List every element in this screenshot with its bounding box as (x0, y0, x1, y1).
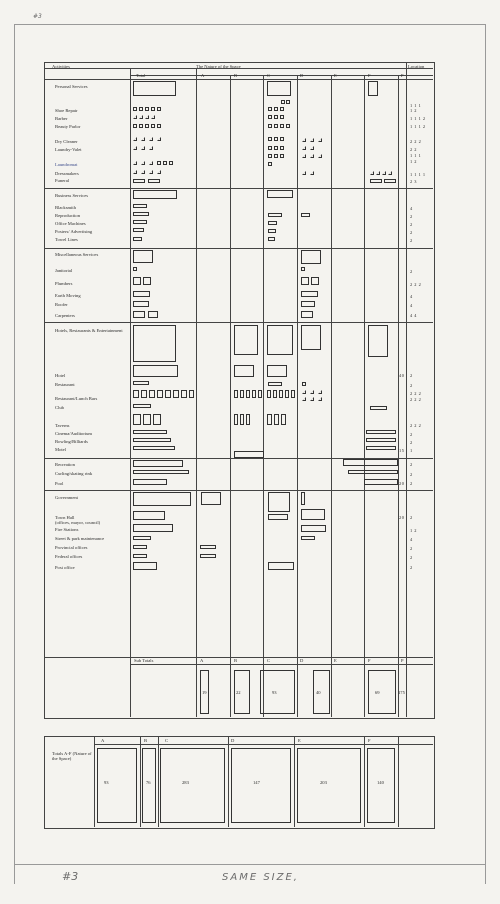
space-block (301, 492, 305, 505)
loc-post: 2 (410, 565, 413, 570)
row-provincial: Provincial offices (55, 545, 88, 550)
subtotal-area-f (368, 670, 396, 714)
section-rule (44, 188, 433, 189)
header-total: Total (136, 73, 146, 78)
row-shoe-repair: Shoe Repair (55, 108, 78, 113)
total-area-block (133, 250, 153, 263)
header-activities: Activities (52, 64, 70, 69)
loc-carpenters: 4 4 (410, 313, 417, 318)
section-rule (44, 322, 433, 323)
subtotal-col-a: A (200, 658, 204, 663)
loc-cinema: 2 (410, 432, 413, 437)
totals-area-f (367, 748, 395, 823)
subtotal-col-c: C (267, 658, 271, 663)
loc-town-hall-n: 20 (399, 515, 405, 520)
space-block (368, 325, 388, 357)
space-block (201, 492, 221, 505)
loc-shoe-repair: 1 1 1 (410, 103, 422, 108)
subtotal-area-c (260, 670, 295, 714)
totals-divider (398, 736, 399, 827)
row-club: Club (55, 405, 64, 410)
space-block (267, 325, 293, 355)
col-divider (406, 62, 407, 717)
loc-pool-n: 20 (399, 481, 405, 486)
space-block (368, 81, 378, 96)
header-nature: The Nature of the Space (196, 64, 241, 69)
totals-value-f: 140 (377, 780, 384, 785)
loc-towel: 2 (410, 238, 413, 243)
row-plumbers: Plumbers (55, 281, 73, 286)
row-rest-lunch: Restaurant/Lunch Bars (55, 396, 98, 401)
loc-recreation: 2 (410, 462, 413, 467)
loc-earth-moving: 4 (410, 294, 413, 299)
loc-laundry: 2 2 (410, 147, 417, 152)
row-laundry-valet: Laundry-Valet (55, 147, 82, 152)
loc-taverns: 2 2 2 (410, 423, 422, 428)
loc-hotel: 2 (410, 373, 413, 378)
loc-beauty: 1 1 1 2 (410, 124, 426, 129)
space-block (267, 190, 293, 198)
totals-divider (364, 736, 365, 827)
row-posters: Posters/ Advertising (55, 229, 93, 234)
space-block (267, 81, 291, 96)
space-block (268, 492, 290, 512)
row-motel: Motel (55, 447, 66, 452)
footer-number: #3 (62, 870, 79, 883)
trim-line (14, 24, 15, 884)
space-block (301, 325, 321, 350)
totals-divider (228, 736, 229, 827)
loc-rest-lunch-a: 2 2 2 (410, 391, 422, 396)
header-location: Location (408, 64, 425, 69)
section-misc: Miscellaneous Services (55, 252, 99, 257)
subtotal-value-b: 22 (236, 690, 241, 695)
loc-blacksmith: 4 (410, 206, 413, 211)
subtotal-col-b: B (234, 658, 238, 663)
totals-area-b (142, 748, 156, 823)
row-street: Street & park maintenance (55, 536, 105, 541)
row-blacksmith: Blacksmith (55, 205, 76, 210)
loc-laundromat-b: 1 2 (410, 159, 417, 164)
row-janitorial: Janitorial (55, 268, 73, 273)
row-carpenters: Carpenters (55, 313, 75, 318)
col-divider (130, 68, 131, 717)
col-divider (196, 68, 197, 717)
totals-col-f: F (368, 738, 371, 743)
trim-line (14, 24, 486, 25)
totals-divider (294, 736, 295, 827)
subtotal-rule (130, 664, 433, 665)
row-bowling: Bowling/Billiards (55, 439, 88, 444)
subtotal-value-f: 69 (375, 690, 380, 695)
row-roofer: Roofer (55, 302, 68, 307)
loc-motel: 1 (410, 448, 413, 453)
col-divider (398, 75, 399, 717)
loc-laundromat-a: 1 1 1 (410, 153, 422, 158)
row-fire: Fire Stations (55, 527, 79, 532)
totals-col-e: E (298, 738, 301, 743)
loc-bowling: 2 (410, 440, 413, 445)
col-divider (263, 75, 264, 717)
row-dry-cleaner: Dry Cleaner (55, 139, 78, 144)
loc-dry-cleaner: 2 2 2 (410, 139, 422, 144)
row-towel: Towel Lines (55, 237, 78, 242)
subtotal-col-p: P (401, 658, 404, 663)
row-dressmakers: Dressmakers (55, 171, 79, 176)
subtotal-value-p: 175 (398, 690, 405, 695)
row-beauty: Beauty Parlor (55, 124, 81, 129)
row-taverns: Taverns (55, 423, 70, 428)
totals-area-a (97, 748, 137, 823)
row-office-machines: Office Machines (55, 221, 86, 226)
section-recreation: Recreation (55, 462, 75, 467)
total-area-block (133, 190, 177, 199)
row-reproduction: Reproduction (55, 213, 81, 218)
loc-curling: 2 (410, 472, 413, 477)
loc-barber-b: 1 1 1 2 (410, 116, 426, 121)
space-block (234, 325, 258, 355)
totals-divider (140, 736, 141, 827)
totals-area-d (231, 748, 291, 823)
loc-dressmakers: 1 1 1 1 (410, 172, 426, 177)
row-post: Post office (55, 565, 75, 570)
section-business: Business Services (55, 193, 89, 198)
totals-value-e: 203 (320, 780, 327, 785)
col-divider (230, 75, 231, 717)
corner-mark: #3 (33, 13, 42, 20)
header-col-a: A (201, 73, 205, 78)
totals-rule (94, 744, 433, 745)
loc-rest-lunch-b: 2 2 2 (410, 397, 422, 402)
loc-posters: 2 (410, 230, 413, 235)
totals-value-c: 283 (182, 780, 189, 785)
totals-area-e (297, 748, 361, 823)
row-curling: Curling/skating rink (55, 471, 93, 476)
loc-town-hall: 2 (410, 515, 413, 520)
loc-reproduction: 2 (410, 214, 413, 219)
section-government: Government (55, 495, 78, 500)
footer-note: SAME SIZE, (222, 872, 299, 883)
loc-hotel-n: 40 (399, 373, 405, 378)
totals-col-a: A (101, 738, 105, 743)
row-cinema: Cinema/Auditorium (55, 431, 93, 436)
totals-col-d: D (231, 738, 235, 743)
header-rule (130, 75, 433, 76)
header-col-c: C (267, 73, 271, 78)
subtotal-rule (44, 657, 433, 658)
header-col-d: D (300, 73, 304, 78)
totals-area-c (160, 748, 225, 823)
subtotal-value-c: 93 (272, 690, 277, 695)
trim-line (485, 24, 486, 884)
col-divider (331, 75, 332, 717)
loc-funeral: 2 3 (410, 179, 417, 184)
total-area-block (133, 492, 191, 506)
row-town-hall: Town Hall (55, 515, 75, 520)
row-federal: Federal offices (55, 554, 83, 559)
subtotal-col-f: F (368, 658, 371, 663)
totals-col-c: C (165, 738, 169, 743)
space-block (301, 250, 321, 264)
section-personal: Personal Services (55, 84, 88, 89)
row-town-hall-sub: (offices, mayor, council) (55, 520, 101, 525)
header-col-b: B (234, 73, 238, 78)
row-hotel: Hotel (55, 373, 66, 378)
loc-roofer: 4 (410, 303, 413, 308)
header-col-e: E (334, 73, 337, 78)
subtotals-label: Sub Totals (134, 658, 154, 663)
header-col-p: P (401, 73, 404, 78)
row-barber: Barber (55, 116, 68, 121)
section-rule (44, 490, 433, 491)
row-funeral: Funeral (55, 178, 70, 183)
total-area-block (133, 325, 176, 362)
section-rule (44, 248, 433, 249)
loc-federal: 2 (410, 555, 413, 560)
loc-restaurant: 2 (410, 383, 413, 388)
total-area-block (133, 81, 176, 96)
loc-pool: 2 (410, 481, 413, 486)
subtotal-col-d: D (300, 658, 304, 663)
row-restaurant: Restaurant (55, 382, 75, 387)
section-hotels: Hotels, Restaurants & Entertainment (55, 328, 123, 333)
subtotal-col-e: E (334, 658, 337, 663)
row-pool: Pool (55, 481, 64, 486)
loc-janitorial: 2 (410, 269, 413, 274)
header-col-f: F (368, 73, 371, 78)
totals-value-a: 93 (104, 780, 109, 785)
row-laundromat: Laundromat (55, 162, 78, 167)
loc-office-machines: 2 (410, 222, 413, 227)
col-divider (364, 75, 365, 717)
loc-motel-n: 15 (399, 448, 405, 453)
row-earth-moving: Earth Moving (55, 293, 81, 298)
totals-value-b: 76 (146, 780, 151, 785)
loc-barber-a: 1 2 (410, 108, 417, 113)
totals-divider (158, 736, 159, 827)
subtotal-value-d: 40 (316, 690, 321, 695)
loc-street: 4 (410, 537, 413, 542)
loc-provincial: 2 (410, 546, 413, 551)
totals-label: Totals A-F (Nature of the Space) (52, 751, 92, 761)
trim-line (14, 864, 486, 865)
loc-plumbers: 2 2 2 (410, 282, 422, 287)
loc-fire: 1 2 (410, 528, 417, 533)
totals-divider (94, 736, 95, 827)
header-rule (44, 79, 433, 80)
col-divider (297, 75, 298, 717)
subtotal-value-a: 19 (202, 690, 207, 695)
totals-value-d: 147 (253, 780, 260, 785)
totals-col-b: B (144, 738, 148, 743)
